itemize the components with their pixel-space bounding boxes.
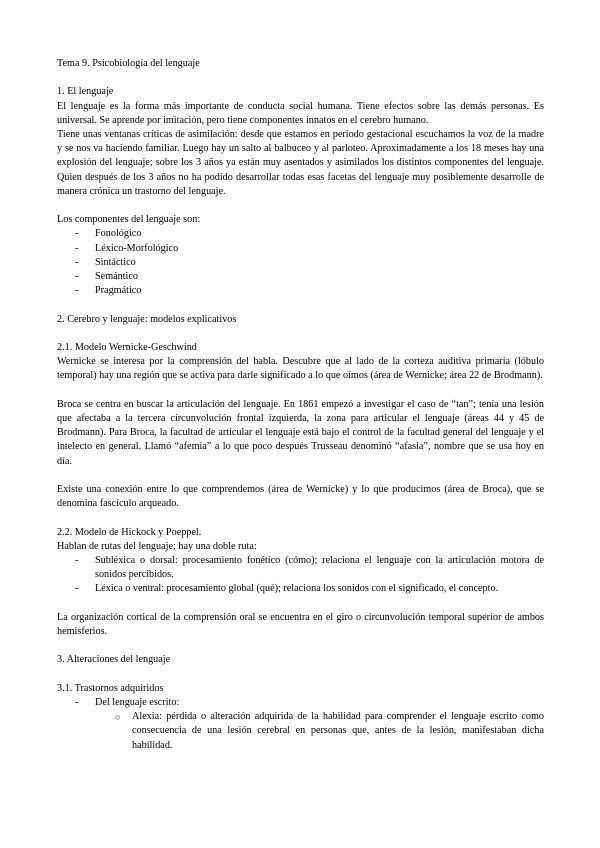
section-2-2-heading: 2.2. Modelo de Hickock y Poeppel. xyxy=(57,526,202,538)
components-intro: Los componentes del lenguaje son: xyxy=(57,214,201,226)
list-item: - Léxico-Morfológico xyxy=(57,242,544,256)
dash-marker: - xyxy=(75,256,79,268)
section-2-1-heading: 2.1. Modelo Wernicke-Geschwind xyxy=(57,342,197,353)
section-1-paragraph-2: Tiene unas ventanas críticas de asimilación: desde que estamos en periodo gestacional escuchamos la voz de la madre y se nos va haciendo familiar. Luego hay un salto al balbuceo y al parloteo. Aproximadamente a los 18 meses hay una explosión del lenguaje; sobre los 3 años ya están muy asentados y asimilados los distintos componentes del lenguaje. Quien después de los 3 años no ha podido desarrollar todas esas facetas del lenguaje muy posiblemente desarrolle de manera crónica un trastorno del lenguaje. xyxy=(57,129,544,197)
dash-marker: - xyxy=(75,271,79,283)
list-item: ○ Alexia: pérdida o alteración adquirida de la habilidad para comprender el lenguaje escrito como consecuencia de una lesión cerebral en personas que, antes de la lesión, manifestaban dicha habilidad. xyxy=(115,711,544,751)
list-item: - Subléxica o dorsal: procesamiento fonético (cómo); relaciona el lenguaje con la articulación motora de sonidos percibidos. xyxy=(75,555,544,581)
dash-marker: - xyxy=(75,242,79,254)
list-item: - Semántico xyxy=(57,270,544,284)
section-3-heading: 3. Alteraciones del lenguaje xyxy=(57,654,171,666)
dash-marker: - xyxy=(75,555,79,566)
section-2-heading: 2. Cerebro y lenguaje: modelos explicativos xyxy=(57,313,237,325)
list-item: - Léxica o ventral: procesamiento global (qué); relaciona los sonidos con el significado, el concepto. xyxy=(57,582,544,596)
dash-marker: - xyxy=(75,285,79,297)
components-list xyxy=(57,227,544,298)
dash-marker: - xyxy=(75,228,79,240)
arcuate-fasciculus-paragraph: Existe una conexión entre lo que comprendemos (área de Wernicke) y lo que producimos (área de Broca), que se denomina fascículo arqueado. xyxy=(57,484,544,510)
written-language-sublist xyxy=(57,710,544,753)
routes-intro: Hablan de rutas del lenguaje; hay una doble ruta: xyxy=(57,540,257,552)
acquired-disorders-list xyxy=(57,696,544,710)
cortical-organization-paragraph: La organización cortical de la comprensión oral se encuentra en el giro o circunvolución temporal superior de ambos hemisferios. xyxy=(57,611,544,637)
list-item: - Sintáctico xyxy=(57,256,544,270)
section-1-heading: 1. El lenguaje xyxy=(57,86,114,98)
circle-bullet-icon: ○ xyxy=(115,712,121,723)
dash-marker: - xyxy=(75,583,79,595)
dash-marker: - xyxy=(75,696,79,708)
section-1-paragraph-1: El lenguaje es la forma más importante de conducta social humana. Tiene efectos sobre las demás personas. Es universal. Se aprende por imitación, pero tiene componentes innatos en el cerebro humano. xyxy=(57,100,544,126)
broca-paragraph: Broca se centra en buscar la articulación del lenguaje. En 1861 empezó a investigar el caso de “tan”; tenía una lesión que afectaba a la tercera circunvolución frontal izquierda, la zona para articular el lenguaje (áreas 44 y 45 de Brodmann). Para Broca, la facultad de articular el lenguaje está bajo el control de la facultad general del lenguaje y el intelecto en general. Llamó “afemia” a lo que poco después Trusseau denominó “afasia”, nombre que se usa hoy en día. xyxy=(57,398,544,467)
page-title: Tema 9. Psicobiología del lenguaje xyxy=(57,58,200,69)
wernicke-paragraph: Wernicke se interesa por la comprensión del habla. Descubre que al lado de la corteza auditiva primaria (lóbulo temporal) hay una región que se activa para darle significado a lo que oímos (área de Wernicke; área 22 de Brodmann). xyxy=(57,356,544,382)
list-item: - Fonológico xyxy=(57,227,544,241)
routes-list xyxy=(57,554,544,597)
list-item: - Pragmático xyxy=(57,284,544,298)
list-item: - Del lenguaje escrito: xyxy=(57,696,544,710)
document-body xyxy=(57,57,544,753)
section-3-1-heading: 3.1. Trastornos adquiridos xyxy=(57,682,164,694)
